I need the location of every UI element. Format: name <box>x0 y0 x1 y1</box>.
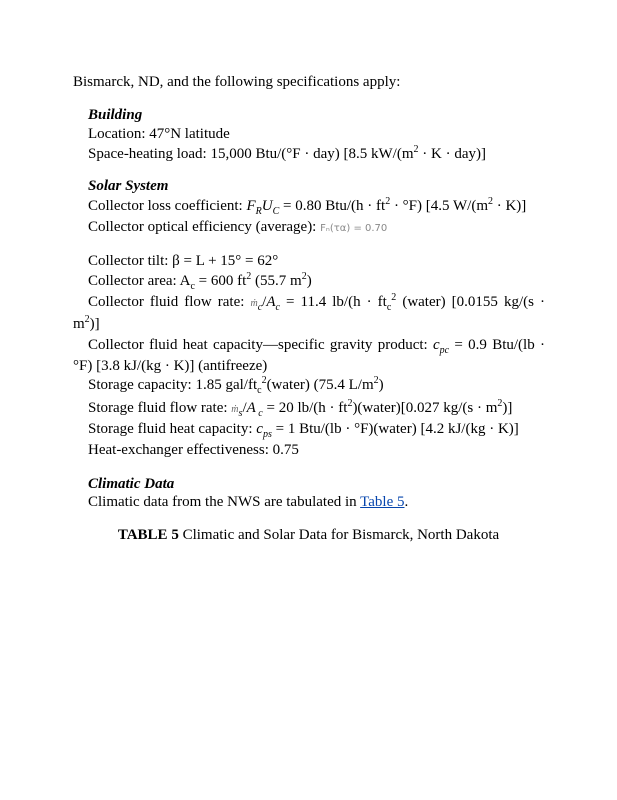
table-title: Climatic and Solar Data for Bismarck, North Dakota <box>178 527 500 543</box>
storage-heat-capacity: Storage fluid heat capacity: $c_{ps} = 1$ Btu/(lb · °F)(water) [4.2 kJ/(kg · K)] <box>88 421 519 440</box>
intro-text: Bismarck, ND, and the following specifications apply: <box>73 74 401 90</box>
building-heading: Building <box>88 107 143 123</box>
collector-heat-capacity: Collector fluid heat capacity—specific gravity product: $c_{pc} = 0.9$ Btu/(lb · °F) [3.8 kJ/(kg · K)] (antifreeze) <box>73 337 545 374</box>
heat-exchanger: Heat-exchanger effectiveness: 0.75 <box>88 442 299 458</box>
collector-loss: Collector loss coefficient: $F_RU_C = 0.80$ $Btu/(h \cdot ft^2 \cdot ^\circ F)$ [4.5 $W/(m^2 \cdot K)$] <box>88 196 527 217</box>
storage-capacity: Storage capacity: 1.85 gal/$ft_c^2(water)$ (75.4 $L/m^2$) <box>88 375 384 396</box>
climatic-heading: Climatic Data <box>88 476 175 492</box>
table-label: TABLE 5 <box>117 527 179 543</box>
climatic-text: Climatic data from the NWS are tabulated in Table 5. <box>88 494 409 510</box>
building-load: Space-heating load: 15,000 Btu/(°F · day) [8.5 $kW/(m^2 \cdot K \cdot day)$] <box>88 144 486 162</box>
collector-flow: Collector fluid flow rate: $ṁ_c/A_c = 11.4$ $lb/(h \cdot ft_c^2$ (water) [0.0155 $kg/(s \cdot m^2)$] <box>73 292 546 332</box>
collector-optical: Collector optical efficiency (average): Fₙ(τα) = 0.70 <box>88 219 388 235</box>
table-5-link[interactable]: Table 5 <box>360 494 405 510</box>
building-location: Location: 47°N latitude <box>88 126 230 142</box>
optical-formula-image: Fₙ(τα) = 0.70 <box>320 223 388 234</box>
table-caption <box>0 526 617 544</box>
storage-flow: Storage fluid flow rate: ṁ$_s$/A $_c$ = 20 $lb/(h \cdot ft^2)(water)[0.027$ $kg/(s \cdot m^2)$] <box>88 398 513 419</box>
collector-tilt: Collector tilt: β = L + 15° = 62° <box>88 253 279 269</box>
collector-area: Collector area: $A_c = 600$ $ft^2$ (55.7 $m^2$) <box>88 271 312 292</box>
solar-heading: Solar System <box>88 178 169 194</box>
